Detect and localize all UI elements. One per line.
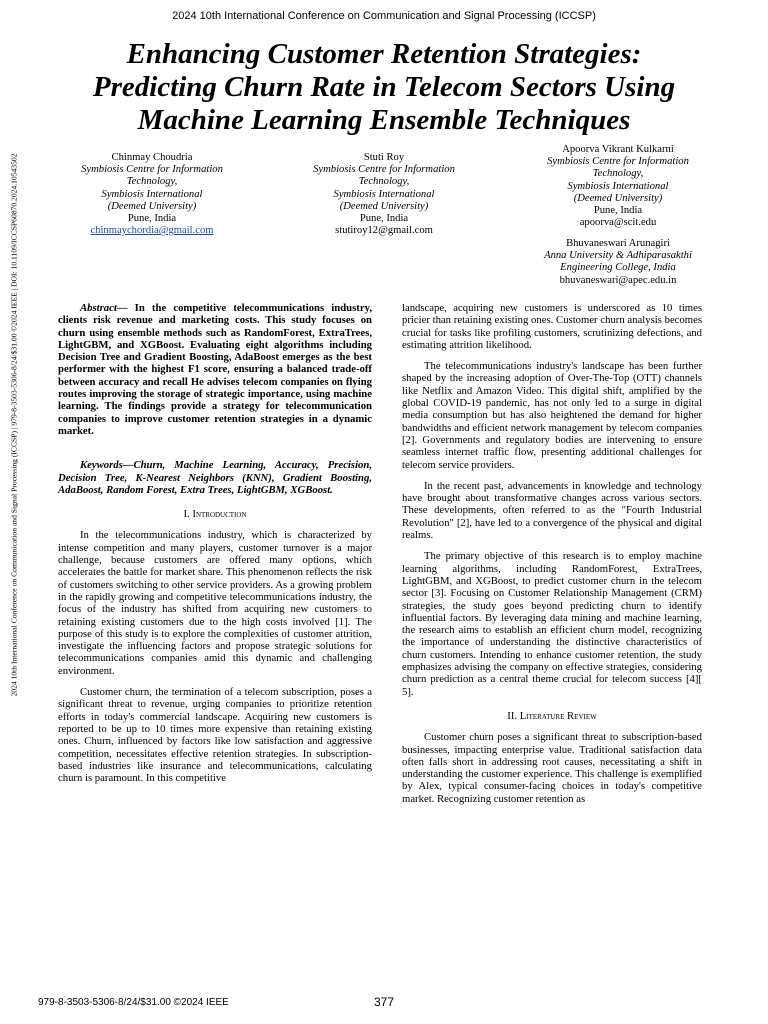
abstract-text: In the competitive telecommunications industry, clients risk revenue and marketing costs. This study focuses on churn using ensemble methods such as RandomForest, ExtraTrees, LightGBM, and XGBoost. Evaluating eight algorithms including Decision Tree and Gradient Boosting, AdaBoost emerges as the best performer with the highest F1 score, ensuring a balanced trade-off between accuracy and recall He advises telecom companies on flying routes improving the storage of strategic importance, using machine learning. The findings provide a strategy for telecommunication companies to improve customer retention strategies in a dynamic market. — [58, 302, 372, 437]
author-affiliation: Symbiosis International — [567, 180, 669, 192]
author-name: Apoorva Vikrant Kulkarni — [562, 144, 674, 155]
title-line: Predicting Churn Rate in Telecom Sectors Using — [92, 71, 676, 103]
author-email: bhuvaneswari@apec.edu.in — [559, 274, 677, 286]
body-paragraph: In the recent past, advancements in knowledge and technology have brought about transformative changes across various sectors. These developments, often referred to as the "Fourth Industrial Revolution" [2], have led to a convergence of the physical and digital realms. — [402, 479, 702, 542]
intro-paragraph: Customer churn, the termination of a telecom subscription, poses a significant threat to revenue, urging companies to prioritize retention efforts in today's commercial landscape. Acquiring new customers is reported to be up to 10 times more expensive than retaining existing ones. Churn, influenced by factors like low satisfaction and aggressive competition, necessitates effective retention strategies. In subscription-based industries like insurance and telecommunications, calculating churn is paramount. In this competitive — [58, 686, 372, 785]
author-block-3 — [528, 144, 708, 229]
body-paragraph: The telecommunications industry's landscape has been further shaped by the increasing adoption of Over-The-Top (OTT) channels like Netflix and Amazon Video. This digital shift, amplified by the global COVID-19 pandemic, has not only led to a surge in digital media consumption but has also heightened the demand for higher bandwidths and efficient network management by telecom companies [2]. Governments and regulatory bodies are intervening to ensure seamless internet traffic flow, presenting additional challenges for telecom service providers. — [402, 360, 702, 471]
author-affiliation: (Deemed University) — [107, 200, 197, 212]
body-paragraph: Customer churn poses a significant threat to subscription-based businesses, impacting enterprise value. Traditional satisfaction data often falls short in addressing root causes, necessitating a shift in understanding the customer experience. This challenge is exemplified by Alex, typical consumer-facing choices in today's competitive market. Recognizing customer retention as — [402, 731, 702, 805]
author-affiliation: Symbiosis Centre for Information — [547, 156, 689, 168]
author-affiliation: Anna University & Adhiparasakthi — [544, 250, 692, 262]
author-affiliation: (Deemed University) — [573, 192, 663, 204]
author-block-4 — [518, 238, 718, 287]
left-column — [58, 302, 372, 793]
conference-header: 2024 10th International Conference on Communication and Signal Processing (ICCSP) — [172, 10, 596, 22]
author-location: Pune, India — [359, 213, 409, 225]
author-email-link[interactable]: chinmaychordia@gmail.com — [90, 225, 214, 237]
author-email: stutiroy12@gmail.com — [335, 225, 433, 237]
author-affiliation: Technology, — [126, 176, 178, 188]
paper-title — [40, 38, 728, 137]
abstract — [58, 302, 372, 437]
author-location: Pune, India — [127, 213, 177, 225]
abstract-label: Abstract— — [80, 302, 128, 314]
section-heading-literature-review: II. Literature Review — [507, 709, 597, 722]
author-affiliation: Symbiosis Centre for Information — [313, 164, 455, 176]
author-name: Chinmay Choudria — [111, 152, 193, 163]
author-block-1 — [64, 152, 240, 237]
page-number: 377 — [373, 995, 395, 1009]
author-affiliation: Symbiosis International — [333, 188, 435, 200]
keywords: Keywords—Churn, Machine Learning, Accuracy, Precision, Decision Tree, K-Nearest Neighbors (KNN), Gradient Boosting, AdaBoost, Random Forest, Extra Trees, LightGBM, XGBoost. — [58, 459, 372, 496]
author-name: Stuti Roy — [363, 152, 405, 163]
right-column — [402, 302, 702, 814]
title-line: Machine Learning Ensemble Techniques — [137, 104, 631, 136]
author-affiliation: Engineering College, India — [560, 262, 676, 274]
author-affiliation: Symbiosis Centre for Information — [81, 164, 223, 176]
side-copyright-notice: 2024 10th International Conference on Communication and Signal Processing (ICCSP) | 979-8-3503-5306-8/24/$31.00 ©2024 IEEE | DOI: 10.1109/ICCSP60870.2024.10543502 — [9, 153, 19, 697]
intro-paragraph: In the telecommunications industry, which is characterized by intense competition and many players, customer turnover is a major challenge, because customers are offered many options, which accelerates the battle for market share. This phenomenon reflects the risk of customers switching to other service providers. As a growing problem in the rapidly growing and competitive telecommunications industry, the focus of the industry has shifted from acquiring new customers to retaining existing customers due to the high costs involved [1]. The purpose of this study is to explore the complexities of customer attrition, investigate the influencing factors and propose strategic solutions for telecommunications companies amid this dynamic and challenging environment. — [58, 529, 372, 677]
body-paragraph: landscape, acquiring new customers is underscored as 10 times pricier than retaining existing ones. Customer churn analysis becomes crucial for tasks like profiling customers, scrutinizing defections, and estimating attrition likelihood. — [402, 302, 702, 351]
author-affiliation: Symbiosis International — [101, 188, 203, 200]
author-email: apoorva@scit.edu — [579, 217, 657, 229]
copyright-footer: 979-8-3503-5306-8/24/$31.00 ©2024 IEEE — [38, 997, 229, 1008]
author-affiliation: Technology, — [358, 176, 410, 188]
author-affiliation: (Deemed University) — [339, 200, 429, 212]
author-affiliation: Technology, — [592, 168, 644, 180]
body-paragraph: The primary objective of this research is to employ machine learning algorithms, including RandomForest, ExtraTrees, LightGBM, and XGBoost, to predict customer churn in the telecom sector [3]. Focusing on Customer Relationship Management (CRM) strategies, the study goes beyond predicting churn to identify influential factors. By leveraging data mining and machine learning, the research aims to establish an efficient churn model, recognizing the importance of understanding the distinctive characteristics of churn customers. Intending to enhance customer retention, the study emphasizes advising the company on effective strategies, considering churn prediction as a central theme crucial for telecom success [4][ 5]. — [402, 550, 702, 698]
author-name: Bhuvaneswari Arunagiri — [566, 238, 670, 249]
title-line: Enhancing Customer Retention Strategies: — [126, 38, 642, 70]
section-heading-introduction: I. Introduction — [183, 508, 247, 521]
author-block-2 — [296, 152, 472, 237]
author-location: Pune, India — [593, 205, 643, 217]
